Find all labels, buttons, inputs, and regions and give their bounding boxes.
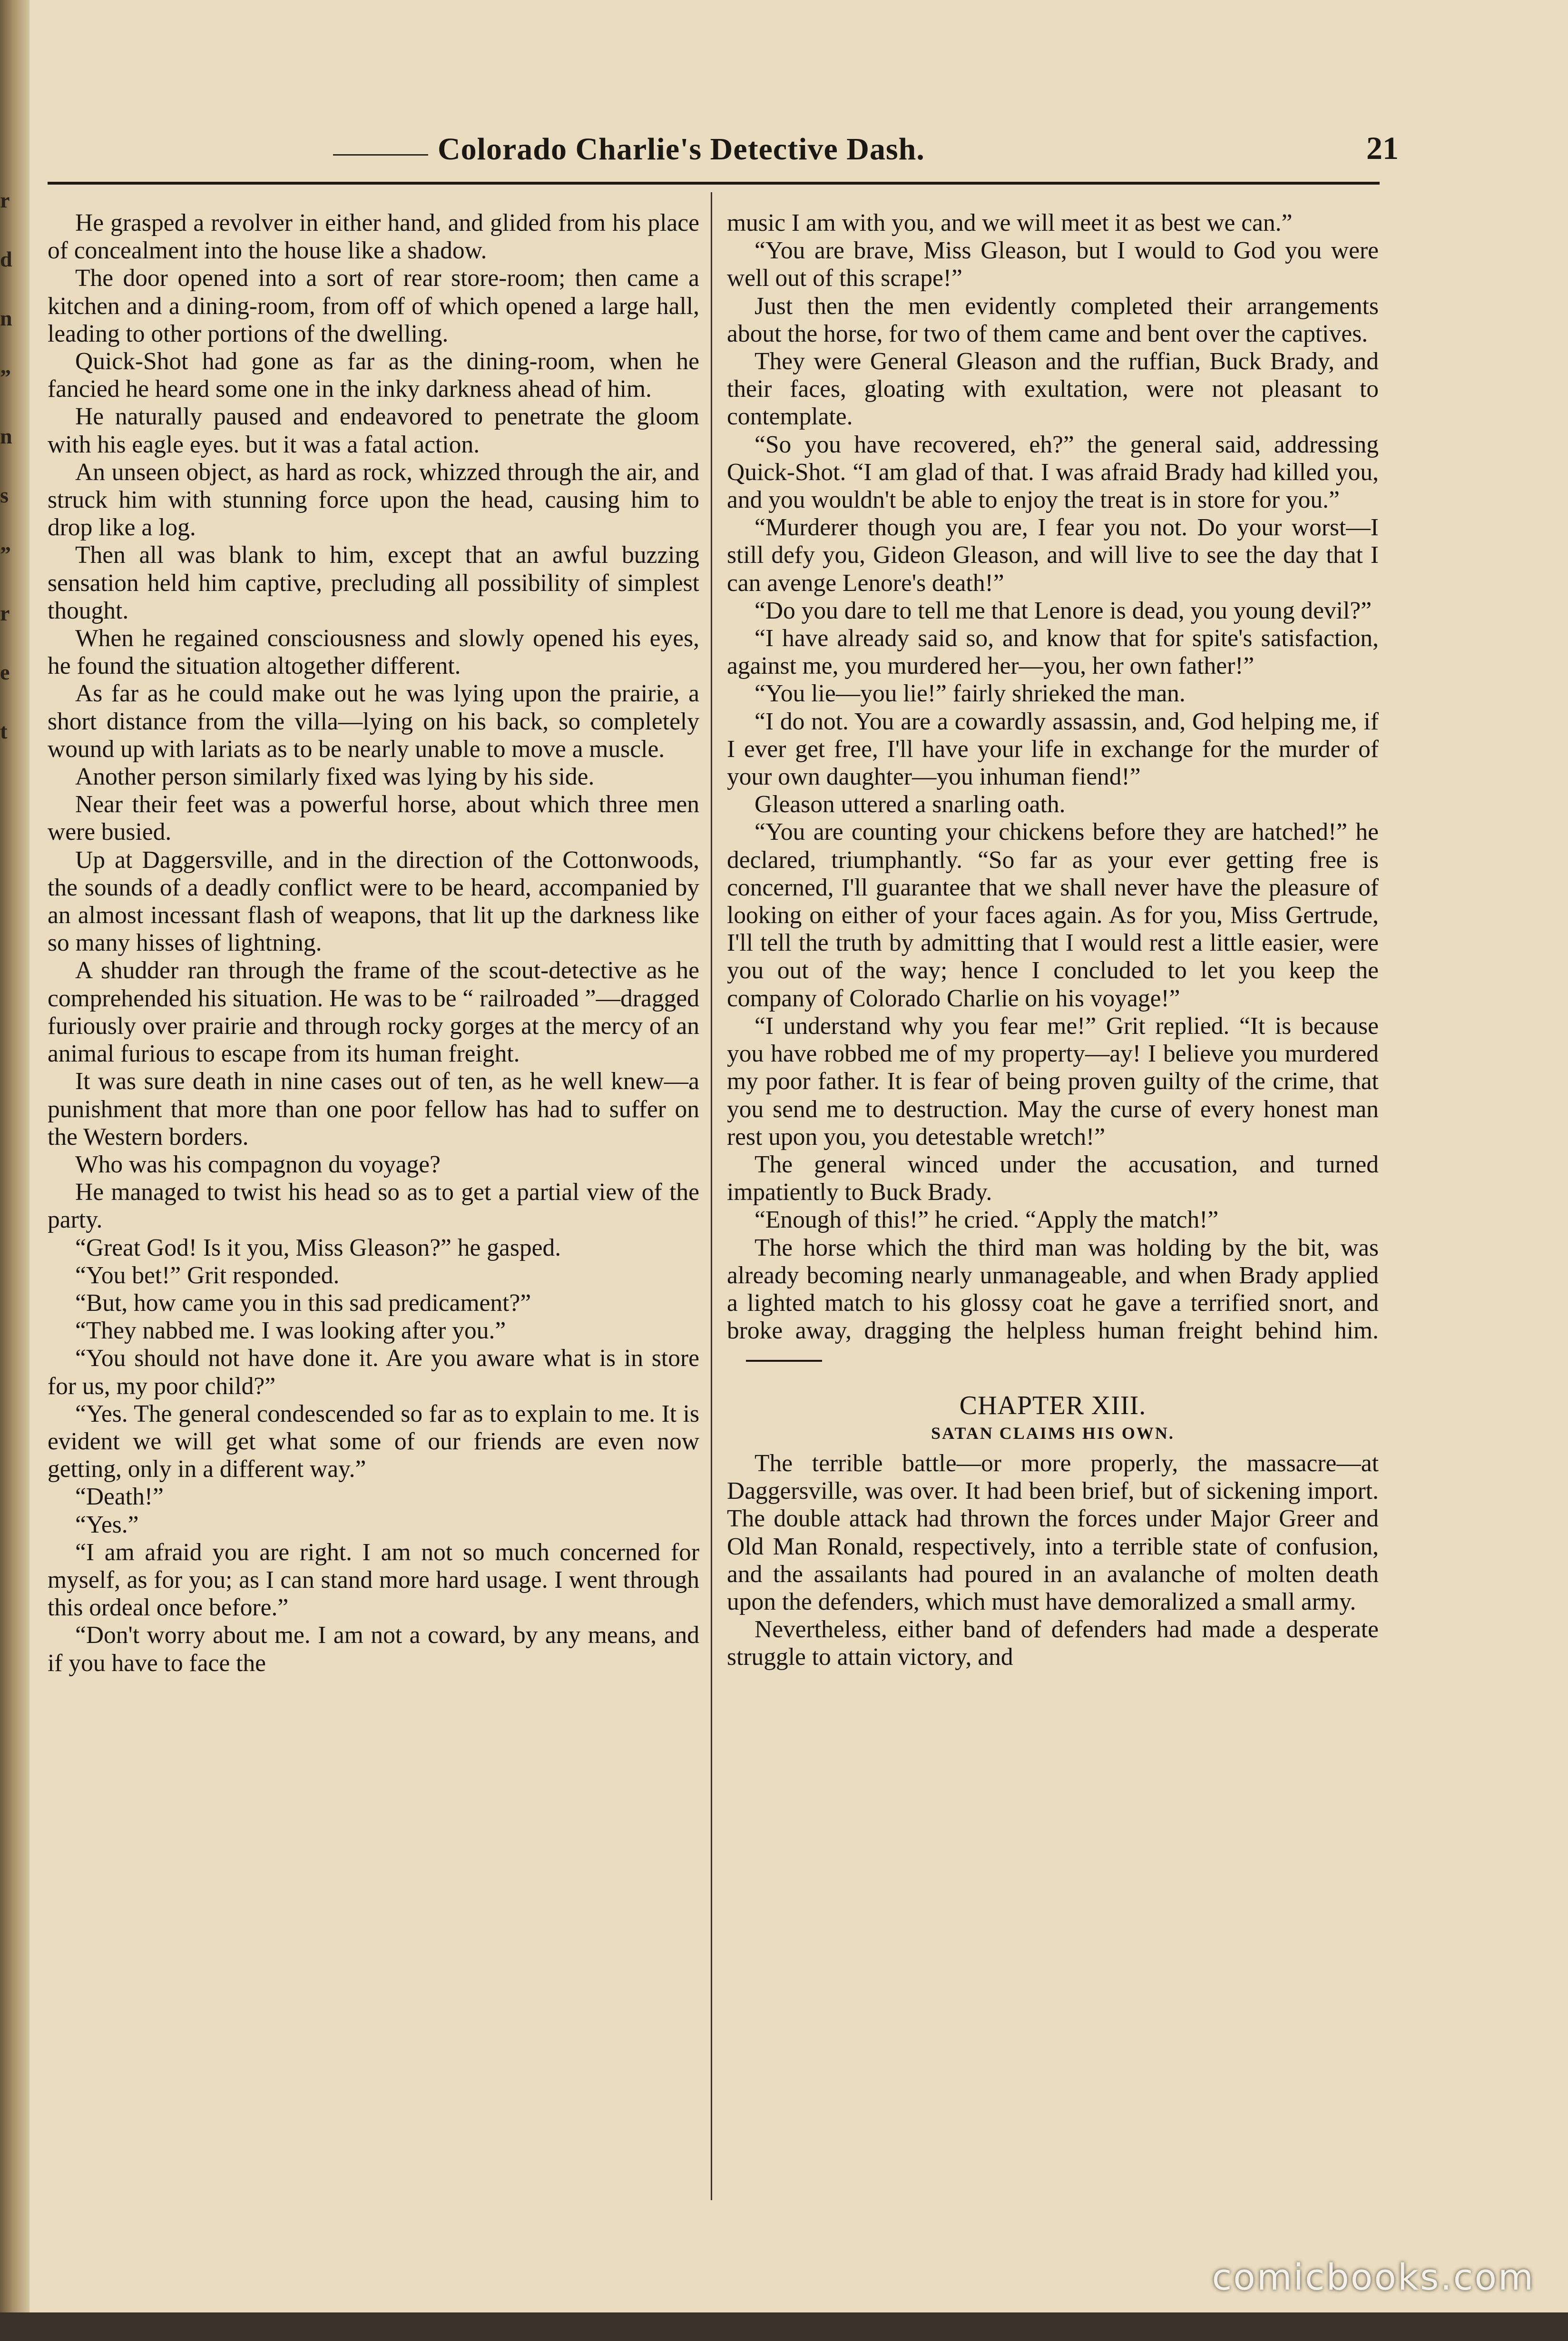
- paragraph: When he regained consciousness and slowly opened his eyes, he found the situation altogether different.: [48, 625, 699, 680]
- paragraph: “You should not have done it. Are you aware what is in store for us, my poor child?”: [48, 1345, 699, 1400]
- margin-fragment: e: [0, 660, 10, 684]
- paragraph: Near their feet was a powerful horse, about which three men were busied.: [48, 791, 699, 846]
- paragraph: “I am afraid you are right. I am not so much concerned for myself, as for you; as I can stand more hard usage. I went through this ordeal once before.”: [48, 1538, 699, 1622]
- paragraph: “I understand why you fear me!” Grit replied. “It is because you have robbed me of my property—ay! I believe you murdered my poor father. It is fear of being proven guilty of the crime, that you send me to destruction. May the curse of every honest man rest upon you, you detestable wretch!”: [727, 1012, 1379, 1151]
- right-column-text: [727, 209, 1379, 1373]
- margin-fragment: s: [0, 483, 9, 507]
- paragraph: “So you have recovered, eh?” the general said, addressing Quick-Shot. “I am glad of that. I was afraid Brady had killed you, and you wouldn't be able to enjoy the treat is in store for you.”: [727, 431, 1379, 514]
- paragraph: As far as he could make out he was lying upon the prairie, a short distance from the villa—lying on his back, so completely wound up with lariats as to be nearly unable to move a muscle.: [48, 680, 699, 763]
- paragraph: “Do you dare to tell me that Lenore is dead, you young devil?”: [755, 597, 1372, 624]
- paragraph: He grasped a revolver in either hand, and glided from his place of concealment into the house like a shadow.: [48, 209, 699, 265]
- paragraph: “You are counting your chickens before they are hatched!” he declared, triumphantly. “So far as your ever getting free is concerned, I'll guarantee that we shall never have the pleasure of looking on either of your faces again. As for you, Miss Gertrude, I'll tell the truth by admitting that I would rest a little easier, were you out of the way; hence I concluded to let you keep the company of Colorado Charlie on his voyage!”: [727, 818, 1379, 1012]
- paragraph: Then all was blank to him, except that an awful buzzing sensation held him captive, precluding all possibility of simplest thought.: [48, 541, 699, 624]
- paragraph: The door opened into a sort of rear store-room; then came a kitchen and a dining-room, from off of which opened a large hall, leading to other portions of the dwelling.: [48, 265, 699, 347]
- margin-fragment: r: [0, 601, 10, 625]
- paragraph: Nevertheless, either band of defenders had made a desperate struggle to attain victory, and: [727, 1616, 1379, 1671]
- paragraph: Gleason uttered a snarling oath.: [755, 791, 1066, 818]
- paragraph: “Great God! Is it you, Miss Gleason?” he gasped.: [75, 1234, 561, 1261]
- paragraph: “You lie—you lie!” fairly shrieked the man.: [755, 680, 1186, 708]
- paragraph: “Yes.”: [75, 1511, 139, 1538]
- header-rule: [48, 182, 1380, 185]
- paragraph: A shudder ran through the frame of the scout-detective as he comprehended his situation. He was to be “ railroaded ”—dragged furiously over prairie and through rocky gorges at the mercy of an animal furious to escape from its human freight.: [48, 957, 699, 1068]
- paragraph: Up at Daggersville, and in the direction of the Cottonwoods, the sounds of a deadly conflict were to be heard, accompanied by an almost incessant flash of weapons, that lit up the darkness like so many hisses of lightning.: [48, 846, 699, 957]
- paragraph: Who was his compagnon du voyage?: [75, 1151, 441, 1178]
- margin-fragment: d: [0, 247, 12, 271]
- header-title: Colorado Charlie's Detective Dash.: [438, 132, 925, 167]
- paragraph: “You bet!” Grit responded.: [75, 1261, 340, 1289]
- header-flourish: [333, 154, 428, 156]
- paragraph: “Murderer though you are, I fear you not. Do your worst—I still defy you, Gideon Gleason, and will live to see the day that I can avenge Lenore's death!”: [727, 514, 1379, 597]
- margin-fragment: n: [0, 306, 12, 330]
- page-number: 21: [1366, 130, 1399, 166]
- left-column: [48, 209, 699, 2179]
- paragraph: “You are brave, Miss Gleason, but I would to God you were well out of this scrape!”: [727, 237, 1379, 292]
- paragraph: He naturally paused and endeavored to penetrate the gloom with his eagle eyes. but it was a fatal action.: [48, 403, 699, 458]
- section-end-rule: [746, 1360, 822, 1362]
- margin-fragment: ”: [0, 365, 11, 389]
- paragraph: The horse which the third man was holding by the bit, was already becoming nearly unmanageable, and when Brady applied a lighted match to his glossy coat he gave a terrified snort, and broke away, dragging the helpless human freight behind him.: [727, 1234, 1379, 1373]
- paragraph: music I am with you, and we will meet it as best we can.”: [727, 209, 1293, 236]
- margin-fragments: [0, 186, 19, 776]
- paragraph: It was sure death in nine cases out of ten, as he well knew—a punishment that more than one poor fellow has had to suffer on the Western borders.: [48, 1068, 699, 1151]
- margin-fragment: ”: [0, 542, 11, 566]
- column-divider: [711, 192, 712, 2200]
- chapter-text: [727, 1450, 1379, 1672]
- paragraph: “But, how came you in this sad predicament?”: [75, 1289, 531, 1317]
- paragraph: “Yes. The general condescended so far as to explain to me. It is evident we will get what some of our friends are even now getting, only in a different way.”: [48, 1400, 699, 1483]
- paragraph: “Enough of this!” he cried. “Apply the match!”: [755, 1206, 1219, 1234]
- chapter-heading: CHAPTER XIII.: [959, 1390, 1147, 1420]
- margin-fragment: r: [0, 188, 10, 212]
- paragraph: “Don't worry about me. I am not a coward, by any means, and if you have to face the: [48, 1622, 699, 1677]
- running-header: [48, 124, 1399, 171]
- watermark-logo: comicbooks.com: [1212, 2256, 1535, 2298]
- margin-fragment: t: [0, 719, 8, 743]
- paragraph: They were General Gleason and the ruffian, Buck Brady, and their faces, gloating with exultation, were not pleasant to contemplate.: [727, 348, 1379, 431]
- paragraph: Just then the men evidently completed their arrangements about the horse, for two of them came and bent over the captives.: [727, 292, 1379, 347]
- paragraph: He managed to twist his head so as to get a partial view of the party.: [48, 1179, 699, 1234]
- paragraph: The general winced under the accusation, and turned impatiently to Buck Brady.: [727, 1151, 1379, 1206]
- chapter-subheading: SATAN CLAIMS HIS OWN.: [931, 1423, 1175, 1443]
- paragraph: Quick-Shot had gone as far as the dining-room, when he fancied he heard some one in the inky darkness ahead of him.: [48, 348, 699, 403]
- paragraph: “They nabbed me. I was looking after you.”: [75, 1317, 506, 1345]
- paragraph: Another person similarly fixed was lying by his side.: [75, 763, 595, 791]
- paragraph: “Death!”: [75, 1483, 164, 1511]
- paragraph: “I have already said so, and know that for spite's satisfaction, against me, you murdered her—you, her own father!”: [727, 625, 1379, 680]
- paragraph: “I do not. You are a cowardly assassin, and, God helping me, if I ever get free, I'll have your life in exchange for the murder of your own daughter—you inhuman fiend!”: [727, 708, 1379, 791]
- scan-border: [0, 2312, 1568, 2341]
- margin-fragment: n: [0, 424, 12, 448]
- right-column: [727, 209, 1379, 2179]
- paragraph: The terrible battle—or more properly, the massacre—at Daggersville, was over. It had been brief, but of sickening import. The double attack had thrown the forces under Major Greer and Old Man Ronald, respectively, into a terrible state of confusion, and the assailants had poured in an avalanche of molten death upon the defenders, which must have demoralized a small army.: [727, 1449, 1379, 1615]
- paragraph: An unseen object, as hard as rock, whizzed through the air, and struck him with stunning force upon the head, causing him to drop like a log.: [48, 458, 699, 541]
